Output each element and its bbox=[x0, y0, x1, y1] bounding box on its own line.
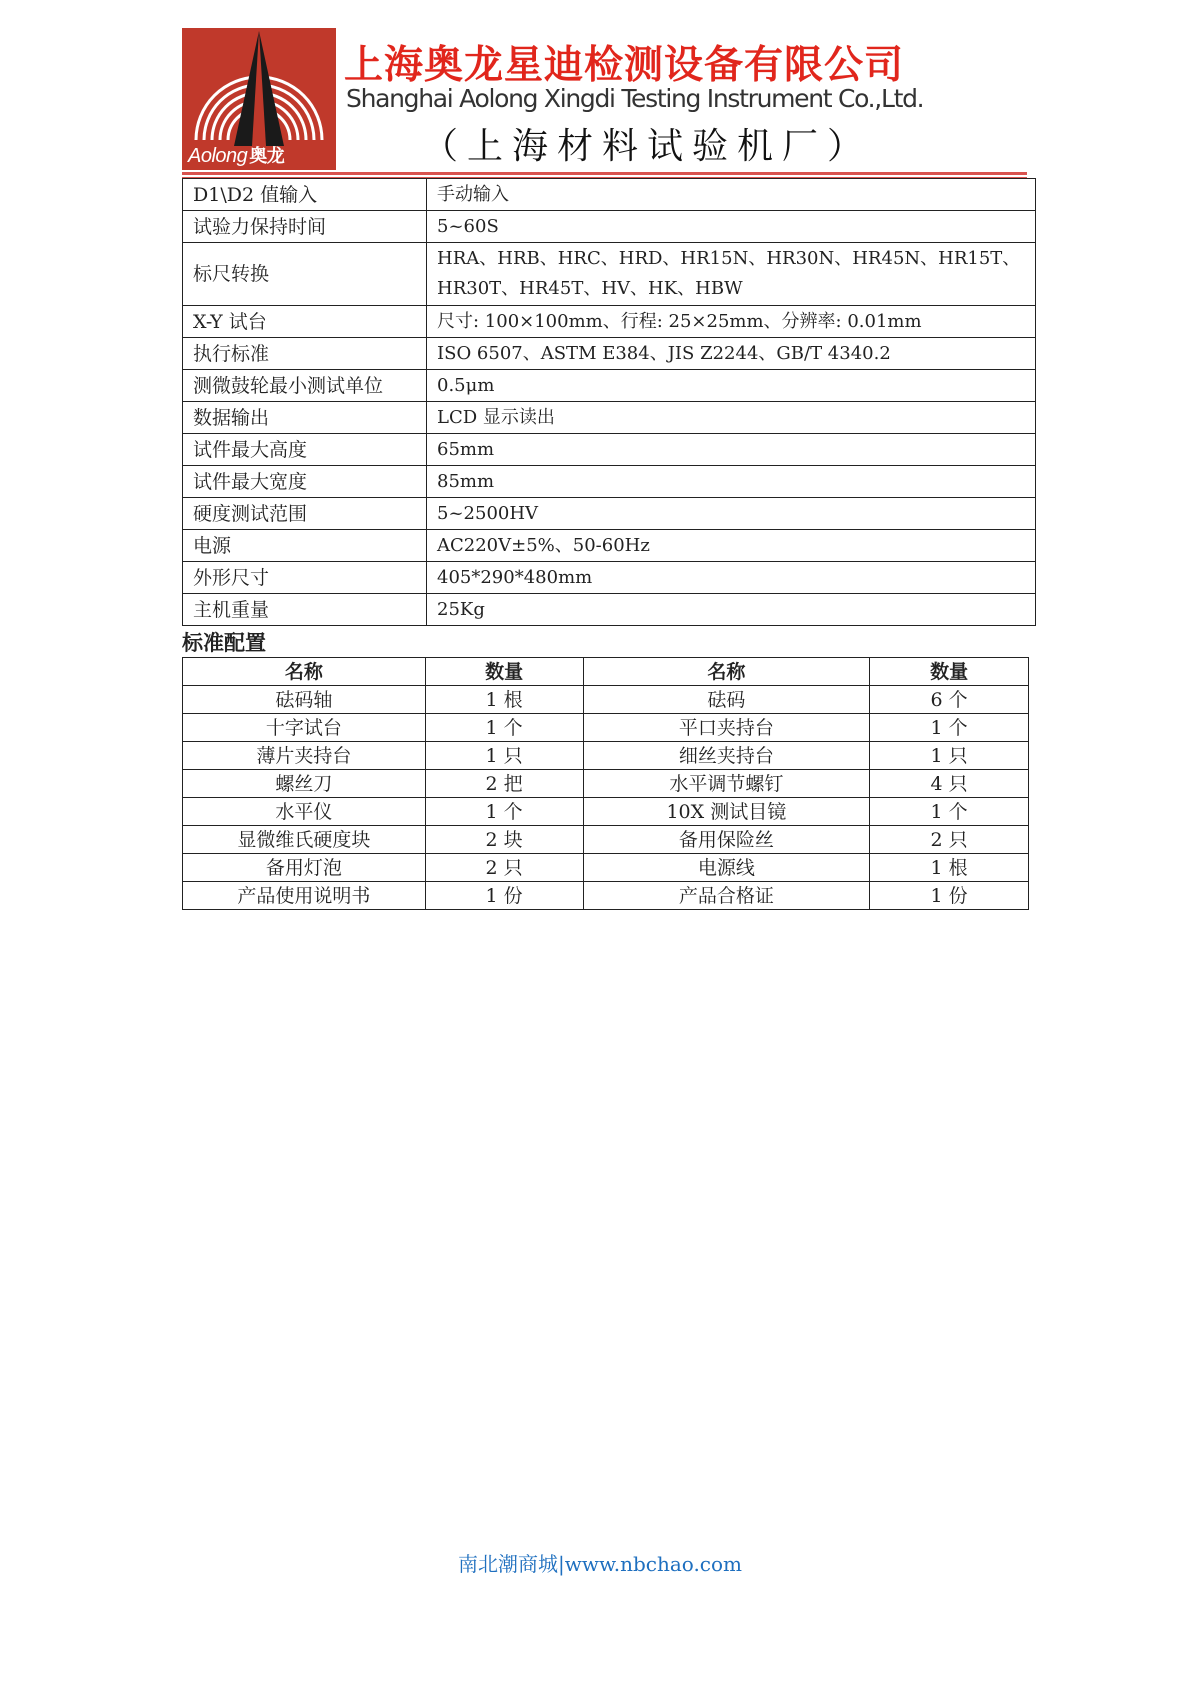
table-row bbox=[183, 826, 1029, 854]
spec-value: 65mm bbox=[427, 434, 1036, 466]
company-logo bbox=[182, 28, 336, 170]
company-name-en: Shanghai Aolong Xingdi Testing Instrument Co.,Ltd. bbox=[346, 84, 924, 113]
spec-value: LCD 显示读出 bbox=[427, 402, 1036, 434]
spec-value: 25Kg bbox=[427, 594, 1036, 626]
item-name: 产品使用说明书 bbox=[183, 882, 426, 910]
table-row bbox=[183, 714, 1029, 742]
item-qty: 2 把 bbox=[425, 770, 583, 798]
column-header-qty: 数量 bbox=[425, 658, 583, 686]
company-name-cn: 上海奥龙星迪检测设备有限公司 bbox=[344, 43, 905, 88]
table-header-row bbox=[183, 658, 1029, 686]
spec-key: 标尺转换 bbox=[183, 243, 427, 306]
item-qty: 1 个 bbox=[425, 798, 583, 826]
item-qty: 1 份 bbox=[870, 882, 1029, 910]
config-table bbox=[182, 657, 1029, 910]
table-row bbox=[183, 466, 1036, 498]
column-header-name: 名称 bbox=[583, 658, 870, 686]
item-qty: 4 只 bbox=[870, 770, 1029, 798]
spec-key: X-Y 试台 bbox=[183, 306, 427, 338]
spec-key: 试件最大高度 bbox=[183, 434, 427, 466]
item-name: 10X 测试目镜 bbox=[583, 798, 870, 826]
table-row bbox=[183, 882, 1029, 910]
item-qty: 6 个 bbox=[870, 686, 1029, 714]
item-name: 螺丝刀 bbox=[183, 770, 426, 798]
table-row bbox=[183, 306, 1036, 338]
spec-key: 测微鼓轮最小测试单位 bbox=[183, 370, 427, 402]
item-qty: 1 个 bbox=[870, 714, 1029, 742]
spec-value: 0.5μm bbox=[427, 370, 1036, 402]
item-name: 平口夹持台 bbox=[583, 714, 870, 742]
item-name: 显微维氏硬度块 bbox=[183, 826, 426, 854]
column-header-qty: 数量 bbox=[870, 658, 1029, 686]
table-row bbox=[183, 798, 1029, 826]
spec-value: ISO 6507、ASTM E384、JIS Z2244、GB/T 4340.2 bbox=[427, 338, 1036, 370]
item-name: 电源线 bbox=[583, 854, 870, 882]
table-row bbox=[183, 179, 1036, 211]
item-name: 细丝夹持台 bbox=[583, 742, 870, 770]
spec-value: 405*290*480mm bbox=[427, 562, 1036, 594]
spec-key: 电源 bbox=[183, 530, 427, 562]
item-qty: 1 个 bbox=[870, 798, 1029, 826]
spec-value: 5~60S bbox=[427, 211, 1036, 243]
spec-key: 主机重量 bbox=[183, 594, 427, 626]
item-name: 砝码 bbox=[583, 686, 870, 714]
table-row bbox=[183, 498, 1036, 530]
config-title: 标准配置 bbox=[182, 631, 266, 655]
item-qty: 1 根 bbox=[870, 854, 1029, 882]
table-row bbox=[183, 530, 1036, 562]
table-row bbox=[183, 854, 1029, 882]
item-qty: 1 只 bbox=[425, 742, 583, 770]
header-divider bbox=[182, 172, 1027, 175]
spec-value: AC220V±5%、50-60Hz bbox=[427, 530, 1036, 562]
item-qty: 1 个 bbox=[425, 714, 583, 742]
item-qty: 2 块 bbox=[425, 826, 583, 854]
column-header-name: 名称 bbox=[183, 658, 426, 686]
spec-value: 5~2500HV bbox=[427, 498, 1036, 530]
item-name: 砝码轴 bbox=[183, 686, 426, 714]
item-name: 十字试台 bbox=[183, 714, 426, 742]
item-name: 水平调节螺钉 bbox=[583, 770, 870, 798]
spec-key: 试验力保持时间 bbox=[183, 211, 427, 243]
footer-link[interactable]: 南北潮商城|www.nbchao.com bbox=[457, 1552, 743, 1576]
item-qty: 2 只 bbox=[870, 826, 1029, 854]
spec-key: 执行标准 bbox=[183, 338, 427, 370]
item-qty: 1 只 bbox=[870, 742, 1029, 770]
spec-value: 尺寸: 100×100mm、行程: 25×25mm、分辨率: 0.01mm bbox=[427, 306, 1036, 338]
item-name: 产品合格证 bbox=[583, 882, 870, 910]
table-row bbox=[183, 243, 1036, 306]
spec-key: 试件最大宽度 bbox=[183, 466, 427, 498]
table-row bbox=[183, 686, 1029, 714]
spec-value: HRA、HRB、HRC、HRD、HR15N、HR30N、HR45N、HR15T、HR30T、HR45T、HV、HK、HBW bbox=[427, 243, 1036, 306]
spec-value: 85mm bbox=[427, 466, 1036, 498]
logo-wordmark: Aolong 奥龙 bbox=[188, 145, 285, 167]
table-row bbox=[183, 742, 1029, 770]
spec-key: 硬度测试范围 bbox=[183, 498, 427, 530]
table-row bbox=[183, 338, 1036, 370]
item-name: 备用灯泡 bbox=[183, 854, 426, 882]
table-row bbox=[183, 770, 1029, 798]
table-row bbox=[183, 211, 1036, 243]
item-qty: 1 根 bbox=[425, 686, 583, 714]
spec-key: 数据输出 bbox=[183, 402, 427, 434]
table-row bbox=[183, 370, 1036, 402]
spec-value: 手动输入 bbox=[427, 179, 1036, 211]
spec-table bbox=[182, 178, 1036, 626]
table-row bbox=[183, 562, 1036, 594]
item-name: 水平仪 bbox=[183, 798, 426, 826]
document-header bbox=[182, 28, 1027, 180]
spec-key: D1\D2 值输入 bbox=[183, 179, 427, 211]
item-name: 薄片夹持台 bbox=[183, 742, 426, 770]
factory-name: （上海材料试验机厂） bbox=[422, 126, 873, 167]
table-row bbox=[183, 434, 1036, 466]
spec-key: 外形尺寸 bbox=[183, 562, 427, 594]
item-name: 备用保险丝 bbox=[583, 826, 870, 854]
item-qty: 1 份 bbox=[425, 882, 583, 910]
item-qty: 2 只 bbox=[425, 854, 583, 882]
table-row bbox=[183, 594, 1036, 626]
table-row bbox=[183, 402, 1036, 434]
